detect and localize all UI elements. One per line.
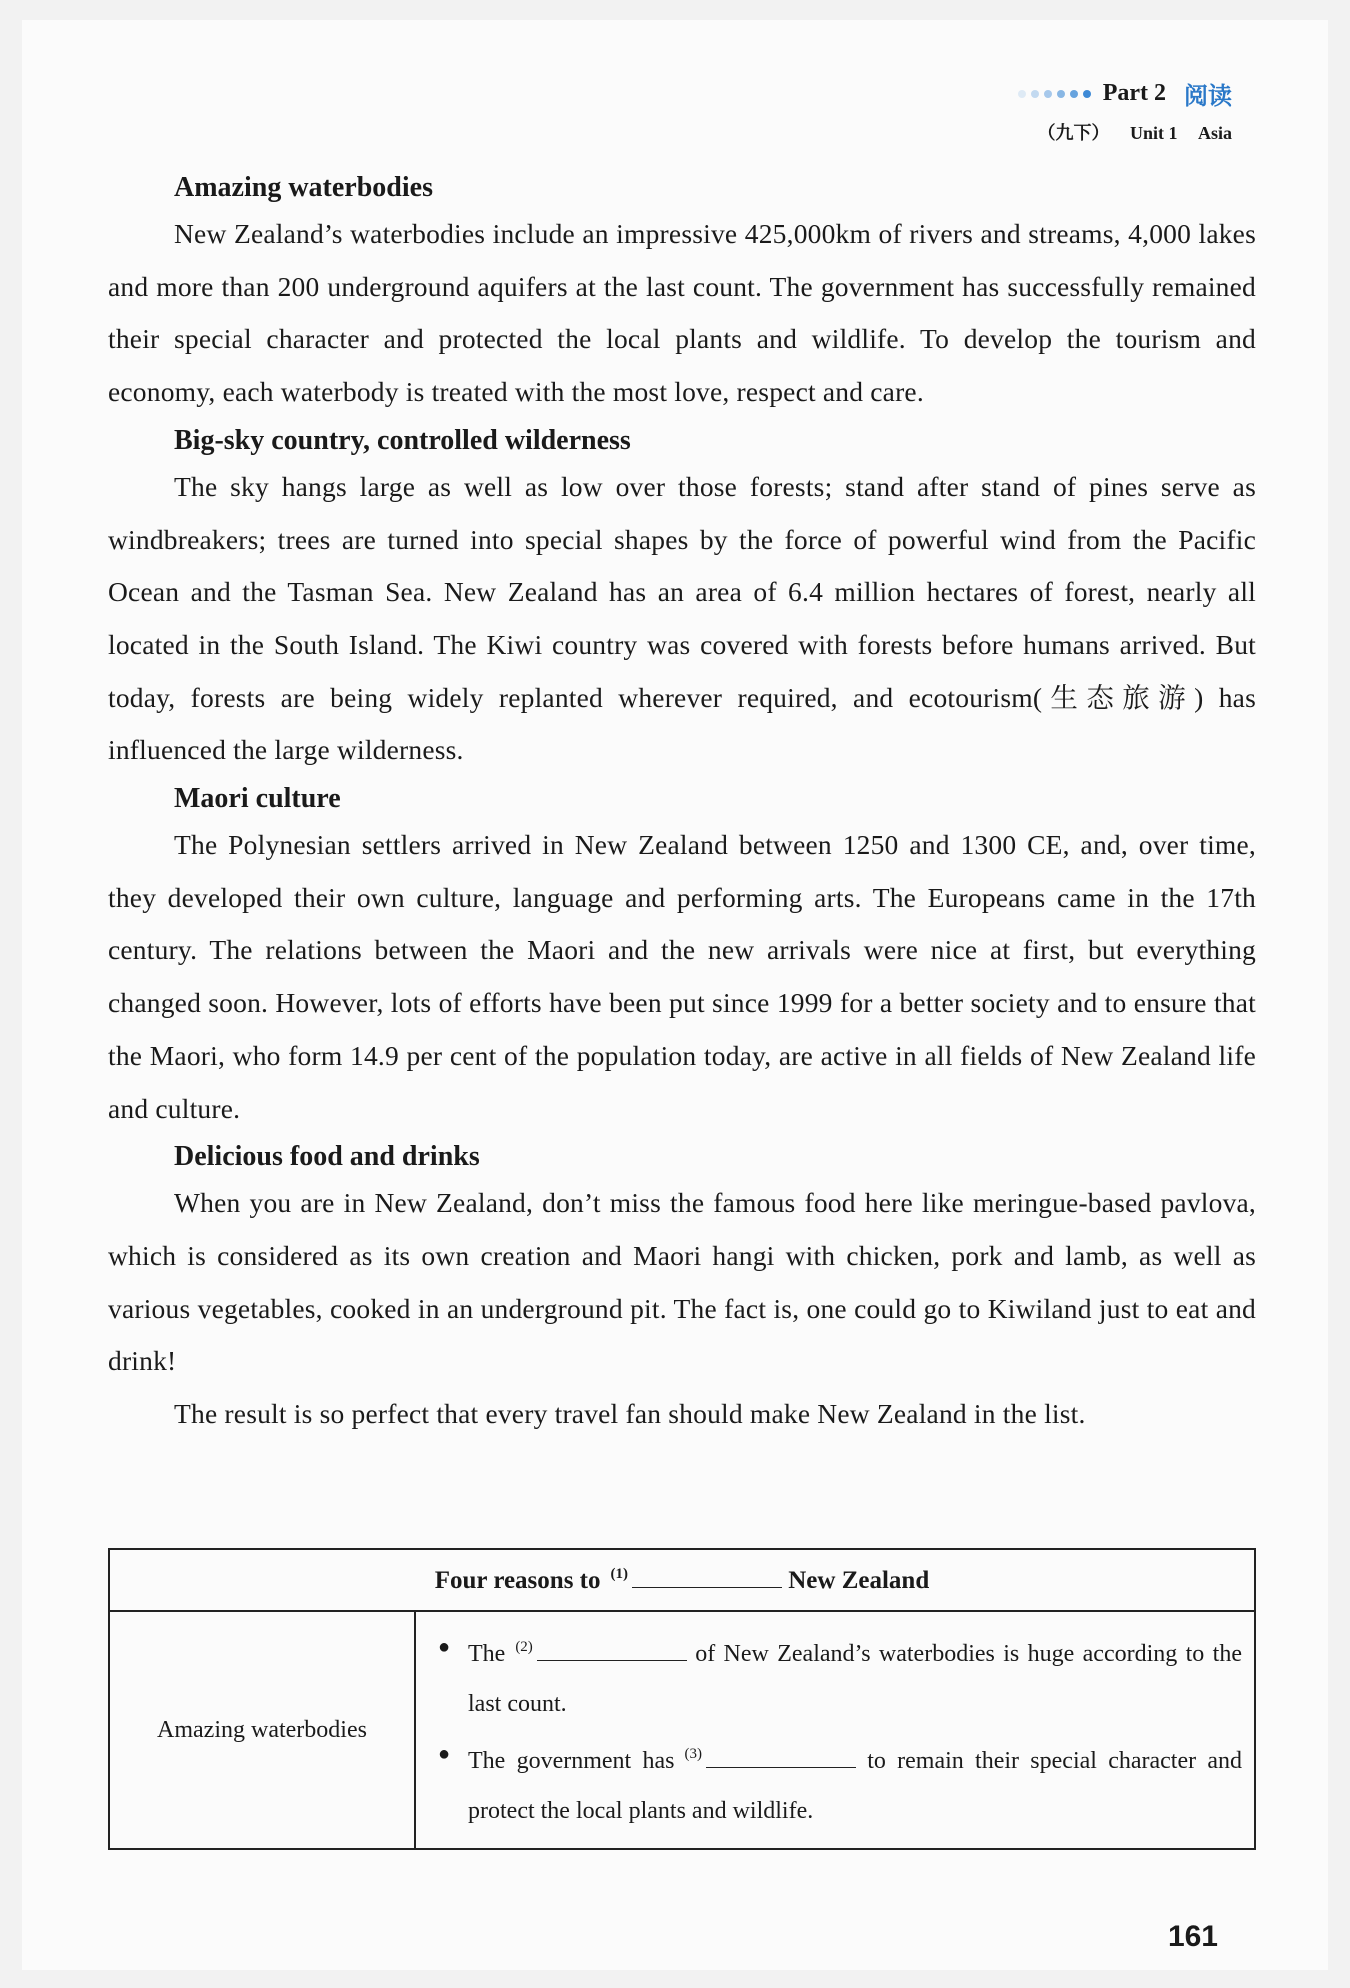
section-waterbodies (108, 168, 1256, 419)
header-unit: Unit 1 (1129, 123, 1178, 143)
section-heading: Delicious food and drinks (174, 1141, 480, 1173)
bullet-icon: ● (438, 1743, 451, 1765)
page-header (1018, 76, 1232, 145)
closing-paragraph: The result is so perfect that every travel fan should make New Zealand in the list. (174, 1398, 1086, 1430)
task-table-title: Four reasons to $^{(1)}$ New Zealand (109, 1549, 1255, 1611)
section-maori (108, 779, 1256, 1135)
task-table (108, 1548, 1256, 1850)
section-paragraph: When you are in New Zealand, don’t miss the famous food here like meringue-based pavlova, which is considered as its own creation and Maori hangi with chicken, pork and lamb, as well as various vegetables, cooked in an underground pit. The fact is, one could go to Kiwiland just to eat and drink! (108, 1187, 1256, 1377)
section-heading: Big-sky country, controlled wilderness (174, 424, 631, 456)
blank-number: (3) (684, 1746, 702, 1762)
section-heading: Maori culture (174, 783, 341, 815)
row-label: Amazing waterbodies (109, 1611, 415, 1849)
header-part-cn: 阅读 (1184, 82, 1232, 110)
bullet-item: ● The $^{(2)}$ of New Zealand’s waterbodies is huge according to the last count. (438, 1622, 1242, 1729)
section-paragraph: New Zealand’s waterbodies include an impressive 425,000km of rivers and streams, 4,000 lakes and more than 200 underground aquifers at the last count. The government has successfully remained their special character and protected the local plants and wildlife. To develop the tourism and economy, each waterbody is treated with the most love, respect and care. (108, 218, 1256, 408)
section-heading: Amazing waterbodies (174, 172, 433, 203)
header-part: Part 2 (1102, 80, 1166, 106)
section-food (108, 1137, 1256, 1441)
section-paragraph: The sky hangs large as well as low over those forests; stand after stand of pines serve as windbreakers; trees are turned into special shapes by the force of powerful wind from the Pacific Ocean and the Tasman Sea. New Zealand has an area of 6.4 million hectares of forest, nearly all located in the South Island. The Kiwi country was covered with forests before humans arrived. But today, forests are being widely replanted wherever required, and ecotourism(生态旅游) has influenced the large wilderness. (108, 470, 1256, 766)
blank-number: (2) (515, 1639, 533, 1655)
header-grade: （九下） (1037, 123, 1110, 143)
answer-blank-2[interactable] (537, 1660, 687, 1661)
header-topic: Asia (1197, 123, 1232, 143)
answer-blank-3[interactable] (706, 1767, 856, 1768)
answer-blank-1[interactable] (632, 1587, 782, 1588)
section-paragraph: The Polynesian settlers arrived in New Zealand between 1250 and 1300 CE, and, over time, they developed their own culture, language and performing arts. The Europeans came in the 17th century. The relations between the Maori and the new arrivals were nice at first, but everything changed soon. However, lots of efforts have been put since 1999 for a better society and to ensure that the Maori, who form 14.9 per cent of the population today, are active in all fields of New Zealand life and culture. (108, 829, 1256, 1124)
page (22, 20, 1328, 1970)
bullet-item: ● The government has $^{(3)}$ to remain their special character and protect the local plants and wildlife. (438, 1729, 1242, 1836)
article-body (108, 168, 1256, 1443)
bullet-icon: ● (438, 1636, 451, 1658)
section-big-sky (108, 421, 1256, 777)
row-content (415, 1611, 1255, 1849)
blank-number: (1) (610, 1565, 628, 1582)
decorative-dots-icon (1018, 90, 1091, 98)
page-number: 161 (1167, 1920, 1218, 1953)
